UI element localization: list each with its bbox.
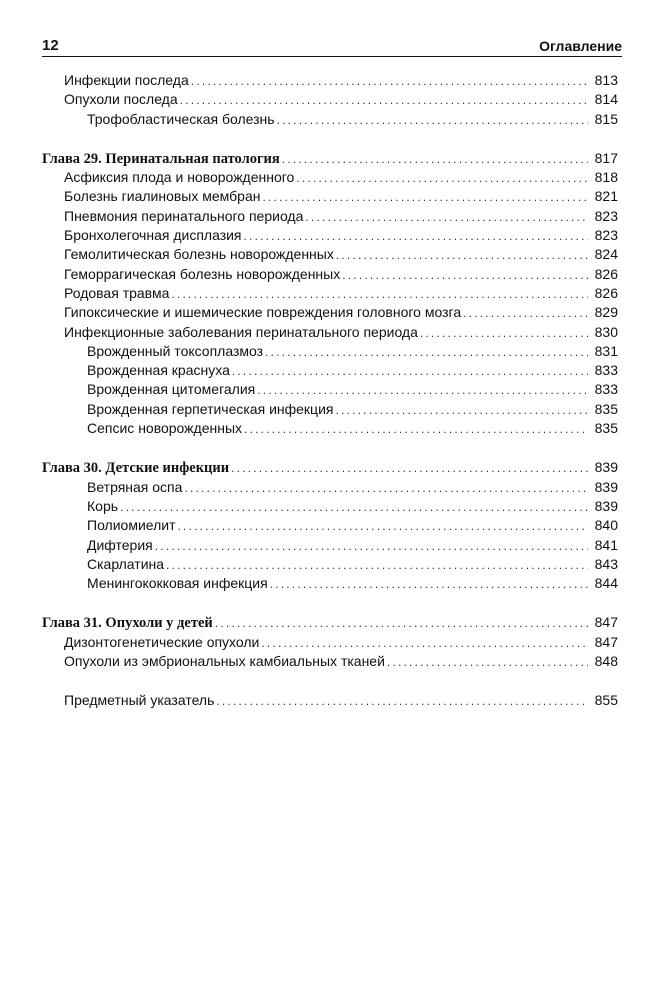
toc-entry-title: Дизонтогенетические опухоли — [64, 633, 260, 650]
toc-leader-dots — [244, 227, 588, 246]
toc-leader-dots — [265, 343, 588, 362]
toc-entry-page: 839 — [594, 497, 618, 514]
toc-entry-title: Родовая травма — [64, 284, 170, 301]
toc-leader-dots — [166, 556, 588, 575]
section-gap — [42, 593, 618, 613]
toc-entry-page: 839 — [594, 478, 618, 495]
toc-entry-page: 835 — [594, 420, 618, 437]
toc-entry[interactable] — [42, 633, 618, 652]
toc-entry[interactable] — [42, 555, 618, 574]
toc-entry-page: 835 — [594, 400, 618, 417]
toc-leader-dots — [342, 266, 588, 285]
toc-leader-dots — [463, 304, 588, 323]
toc-leader-dots — [305, 208, 588, 227]
toc-entry[interactable] — [42, 303, 618, 322]
toc-entry[interactable] — [42, 342, 618, 361]
toc-leader-dots — [120, 498, 588, 517]
toc-leader-dots — [261, 634, 588, 653]
toc-entry-title: Опухоли последа — [64, 91, 178, 108]
toc-leader-dots — [296, 169, 588, 188]
toc-entry-page: 833 — [594, 381, 618, 398]
section-gap — [42, 129, 618, 149]
page-number: 12 — [42, 37, 59, 54]
toc-entry[interactable] — [42, 187, 618, 206]
toc-entry-page: 823 — [594, 227, 618, 244]
toc-entry-page: 843 — [594, 555, 618, 572]
toc-entry-page: 847 — [594, 633, 618, 650]
toc-entry[interactable] — [42, 71, 618, 90]
toc-chapter-entry[interactable] — [42, 613, 618, 632]
toc-entry-page: 821 — [594, 188, 618, 205]
toc-entry-title: Глава 29. Перинатальная патология — [42, 150, 280, 167]
toc-entry-title: Глава 30. Детские инфекции — [42, 460, 230, 477]
toc-entry-title: Глава 31. Опухоли у детей — [42, 615, 213, 632]
toc-entry-title: Корь — [87, 497, 119, 514]
section-gap — [42, 671, 618, 691]
toc-leader-dots — [180, 91, 588, 110]
toc-leader-dots — [335, 401, 588, 420]
toc-entry-title: Опухоли из эмбриональных камбиальных тканей — [64, 653, 385, 670]
toc-leader-dots — [216, 692, 588, 711]
toc-entry[interactable] — [42, 110, 618, 129]
toc-entry-title: Врожденная герпетическая инфекция — [87, 400, 334, 417]
toc-entry[interactable] — [42, 516, 618, 535]
toc-entry-title: Дифтерия — [87, 536, 153, 553]
toc-leader-dots — [262, 188, 588, 207]
toc-entry-title: Сепсис новорожденных — [87, 420, 243, 437]
toc-entry[interactable] — [42, 419, 618, 438]
toc-entry[interactable] — [42, 691, 618, 710]
toc-entry[interactable] — [42, 497, 618, 516]
toc-entry[interactable] — [42, 652, 618, 671]
toc-entry-page: 841 — [594, 536, 618, 553]
toc-entry-page: 823 — [594, 207, 618, 224]
toc-entry[interactable] — [42, 478, 618, 497]
toc-leader-dots — [336, 246, 588, 265]
toc-leader-dots — [232, 362, 588, 381]
toc-leader-dots — [184, 479, 588, 498]
toc-entry-title: Бронхолегочная дисплазия — [64, 227, 242, 244]
toc-entry-title: Ветряная оспа — [87, 478, 183, 495]
toc-entry-page: 830 — [594, 323, 618, 340]
toc-entry[interactable] — [42, 323, 618, 342]
toc-leader-dots — [420, 324, 588, 343]
toc-leader-dots — [231, 459, 588, 478]
toc-entry-title: Предметный указатель — [64, 692, 215, 709]
toc-entry-title: Болезнь гиалиновых мембран — [64, 188, 261, 205]
toc-entry-page: 813 — [594, 72, 618, 88]
toc-leader-dots — [155, 537, 588, 556]
toc-leader-dots — [257, 381, 588, 400]
toc-leader-dots — [277, 111, 588, 130]
toc-entry-title: Пневмония перинатального периода — [64, 207, 304, 224]
toc-entry[interactable] — [42, 574, 618, 593]
toc-entry-page: 855 — [594, 692, 618, 709]
toc-entry-title: Инфекции последа — [64, 72, 189, 88]
toc-entry[interactable] — [42, 90, 618, 109]
toc-entry-page: 818 — [594, 169, 618, 186]
toc-entry-page: 839 — [594, 459, 618, 476]
toc-entry[interactable] — [42, 265, 618, 284]
toc-leader-dots — [191, 72, 588, 91]
toc-leader-dots — [270, 575, 588, 594]
toc-entry-title: Инфекционные заболевания перинатального периода — [64, 323, 418, 340]
toc-entry-title: Скарлатина — [87, 555, 165, 572]
toc-entry-page: 826 — [594, 265, 618, 282]
toc-entry-title: Асфиксия плода и новорожденного — [64, 169, 295, 186]
toc-entry[interactable] — [42, 207, 618, 226]
toc-entry[interactable] — [42, 536, 618, 555]
toc-entry[interactable] — [42, 400, 618, 419]
section-gap — [42, 438, 618, 458]
page-header — [42, 36, 622, 57]
toc-entry-title: Менингококковая инфекция — [87, 575, 268, 592]
toc-entry[interactable] — [42, 245, 618, 264]
toc-entry-title: Гипоксические и ишемические повреждения головного мозга — [64, 304, 462, 321]
toc-entry-title: Полиомиелит — [87, 517, 176, 534]
toc-entry[interactable] — [42, 168, 618, 187]
toc-leader-dots — [244, 420, 588, 439]
toc-entry-page: 829 — [594, 304, 618, 321]
toc-entry[interactable] — [42, 226, 618, 245]
toc-entry-page: 814 — [594, 91, 618, 108]
toc-entry-page: 848 — [594, 653, 618, 670]
toc-leader-dots — [171, 285, 588, 304]
toc-leader-dots — [177, 517, 588, 536]
toc-entry-page: 817 — [594, 149, 618, 166]
toc-entry-title: Трофобластическая болезнь — [87, 110, 275, 127]
toc-leader-dots — [282, 150, 588, 169]
toc-entry[interactable] — [42, 284, 618, 303]
toc-entry-title: Врожденная цитомегалия — [87, 381, 256, 398]
toc-chapter-entry[interactable] — [42, 458, 618, 477]
toc-leader-dots — [215, 614, 588, 633]
toc-entry-page: 824 — [594, 246, 618, 263]
toc-chapter-entry[interactable] — [42, 149, 618, 168]
toc-entry-page: 826 — [594, 284, 618, 301]
toc-entry[interactable] — [42, 380, 618, 399]
toc-leader-dots — [387, 653, 588, 672]
toc-entry-page: 844 — [594, 575, 618, 592]
toc-entry-page: 815 — [594, 110, 618, 127]
toc-entry-title: Врожденный токсоплазмоз — [87, 342, 264, 359]
running-title: Оглавление — [539, 38, 622, 54]
toc-entry-title: Геморрагическая болезнь новорожденных — [64, 265, 341, 282]
toc-entry-title: Врожденная краснуха — [87, 362, 230, 379]
table-of-contents — [42, 71, 618, 711]
toc-entry-page: 840 — [594, 517, 618, 534]
toc-entry-page: 831 — [594, 342, 618, 359]
toc-entry-title: Гемолитическая болезнь новорожденных — [64, 246, 334, 263]
toc-entry[interactable] — [42, 361, 618, 380]
toc-entry-page: 847 — [594, 614, 618, 631]
toc-entry-page: 833 — [594, 362, 618, 379]
